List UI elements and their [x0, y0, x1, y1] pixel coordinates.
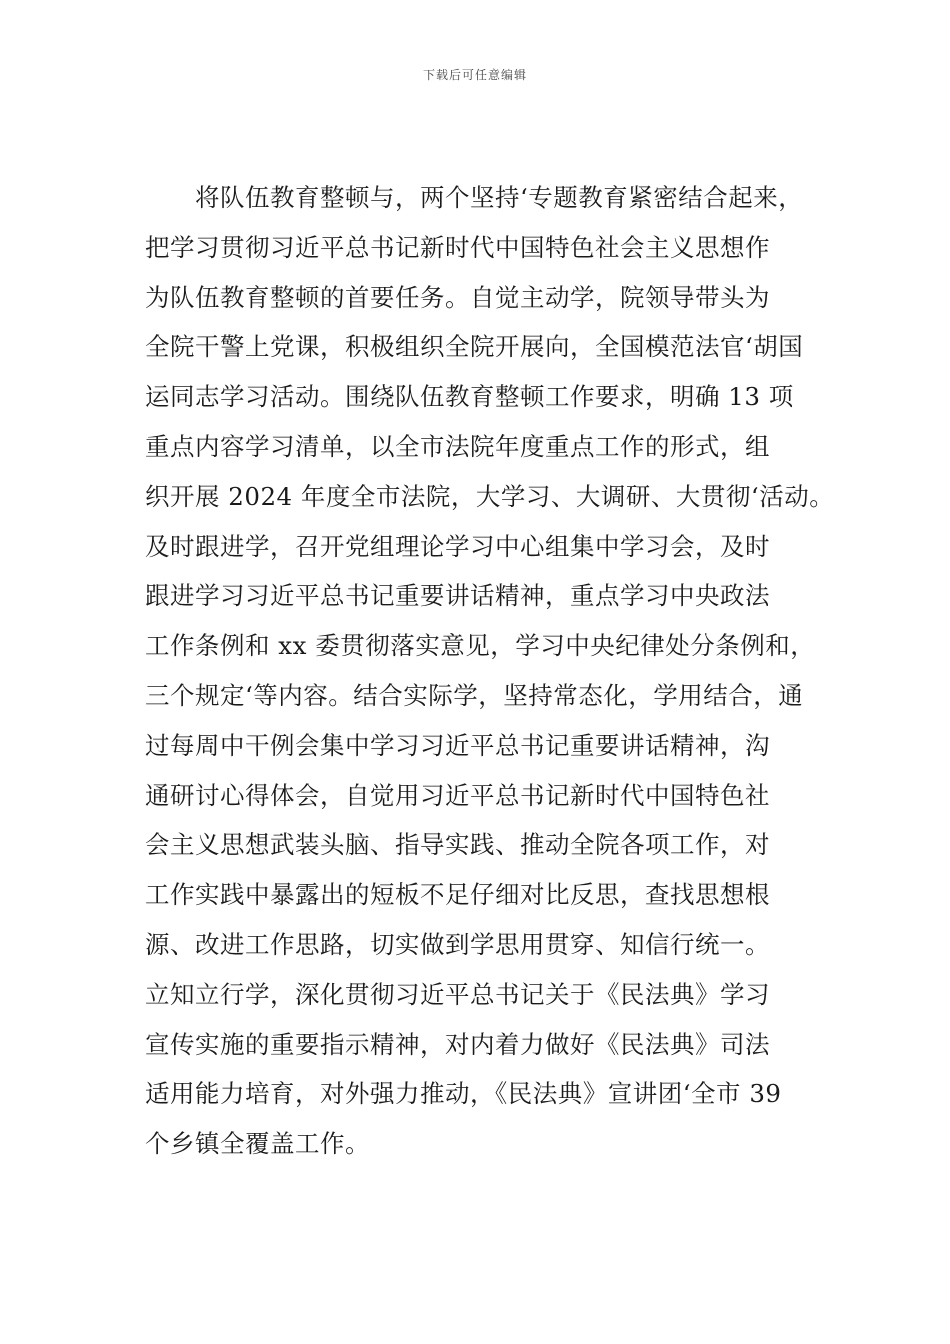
- paragraph-line: 为队伍教育整顿的首要任务。自觉主动学，院领导带头为: [145, 282, 770, 312]
- paragraph-line: 源、改进工作思路，切实做到学思用贯穿、知信行统一。: [145, 929, 770, 959]
- paragraph-line: 会主义思想武装头脑、指导实践、推动全院各项工作，对: [145, 830, 770, 860]
- paragraph-line: 立知立行学，深化贯彻习近平总书记关于《民法典》学习: [145, 979, 770, 1009]
- paragraph-line: 运同志学习活动。围绕队伍教育整顿工作要求，明确 13 项: [145, 382, 794, 412]
- paragraph-line: 工作实践中暴露出的短板不足仔细对比反思，查找思想根: [145, 880, 770, 910]
- body-paragraph: [145, 180, 835, 1176]
- paragraph-line: 织开展 2024 年度全市法院，大学习、大调研、大贯彻‘活动。: [145, 481, 835, 511]
- paragraph-line: 通研讨心得体会，自觉用习近平总书记新时代中国特色社: [145, 780, 770, 810]
- page-header: 下载后可任意编辑: [422, 68, 527, 82]
- paragraph-line: 个乡镇全覆盖工作。: [145, 1129, 370, 1159]
- paragraph-line: 把学习贯彻习近平总书记新时代中国特色社会主义思想作: [145, 232, 770, 262]
- paragraph-line: 宣传实施的重要指示精神，对内着力做好《民法典》司法: [145, 1029, 770, 1059]
- paragraph-line: 将队伍教育整顿与，两个坚持‘专题教育紧密结合起来，: [145, 183, 804, 212]
- paragraph-line: 适用能力培育，对外强力推动，《民法典》宣讲团‘全市 39: [145, 1079, 782, 1109]
- paragraph-line: 及时跟进学，召开党组理论学习中心组集中学习会，及时: [145, 531, 770, 561]
- paragraph-line: 重点内容学习清单，以全市法院年度重点工作的形式，组: [145, 431, 770, 461]
- paragraph-line: 工作条例和 xx 委贯彻落实意见，学习中央纪律处分条例和，: [145, 631, 816, 661]
- paragraph-line: 跟进学习习近平总书记重要讲话精神，重点学习中央政法: [145, 581, 770, 611]
- paragraph-line: 过每周中干例会集中学习习近平总书记重要讲话精神，沟: [145, 730, 770, 760]
- paragraph-line: 三个规定‘等内容。结合实际学，坚持常态化，学用结合，通: [145, 680, 804, 710]
- paragraph-line: 全院干警上党课，积极组织全院开展向，全国模范法官‘胡国: [145, 332, 804, 362]
